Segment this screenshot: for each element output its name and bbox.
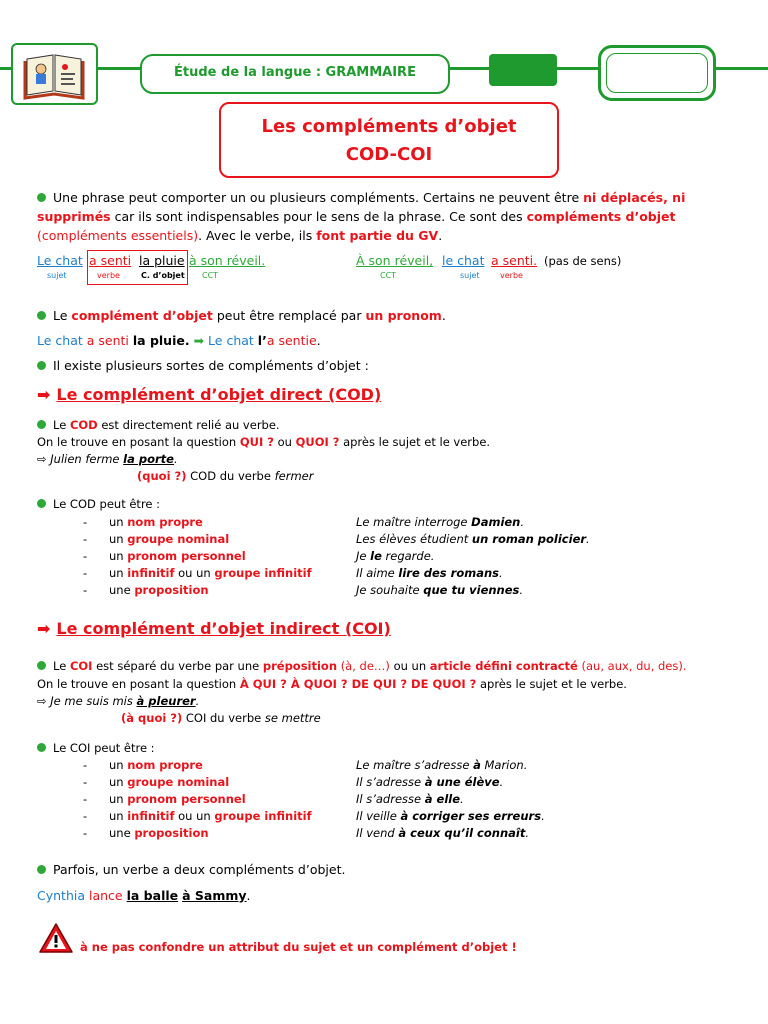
ex1-label-subject: sujet <box>47 271 67 280</box>
bullet-icon <box>37 311 46 320</box>
green-tab <box>489 54 557 86</box>
list-item-example: Il s’adresse à une élève. <box>356 775 504 789</box>
coi-heading: ➡ Le complément d’objet indirect (COI) <box>37 619 391 638</box>
coi-question: (à quoi ?) COI du verbe se mettre <box>121 711 321 725</box>
list-item: - une proposition <box>83 583 209 597</box>
bullet-icon <box>37 743 46 752</box>
list-item-example: Le maître s’adresse à Marion. <box>356 758 528 772</box>
list-item: - un infinitif ou un groupe infinitif <box>83 809 312 823</box>
warning-text: à ne pas confondre un attribut du sujet et un complément d’objet ! <box>80 940 517 954</box>
coi-example: ⇨ Je me suis mis à pleurer. <box>37 694 200 708</box>
cod-example: ⇨ Julien ferme la porte. <box>37 452 178 466</box>
ex1b-subject: le chat <box>442 253 485 268</box>
bullet-icon <box>37 661 46 670</box>
double-line: Parfois, un verbe a deux compléments d’objet. <box>37 862 345 877</box>
sorts-line: Il existe plusieurs sortes de compléments d’objet : <box>37 358 369 373</box>
title-box <box>219 102 559 178</box>
ex1-object: la pluie <box>139 253 185 268</box>
ex1-label-verb: verbe <box>97 271 120 280</box>
list-item-example: Les élèves étudient un roman policier. <box>356 532 590 546</box>
intro-line-1: Une phrase peut comporter un ou plusieurs compléments. Certains ne peuvent être ni déplacés, ni <box>37 190 685 205</box>
arrow-icon: ➡ <box>37 619 51 638</box>
ex1-verb: a senti <box>89 253 132 268</box>
ex1-label-cct: CCT <box>202 271 219 280</box>
cod-line-1: Le COD est directement relié au verbe. <box>37 418 280 432</box>
cod-line-2: On le trouve en posant la question QUI ? ou QUOI ? après le sujet et le verbe. <box>37 435 491 449</box>
section-label: Étude de la langue : GRAMMAIRE <box>174 65 416 80</box>
double-example: Cynthia lance la balle à Sammy. <box>37 888 251 903</box>
list-item-example: Il s’adresse à elle. <box>356 792 464 806</box>
list-item-example: Il aime lire des romans. <box>356 566 503 580</box>
bullet-icon <box>37 420 46 429</box>
arrow-icon: ➡ <box>193 333 205 348</box>
cod-question: (quoi ?) COD du verbe fermer <box>137 469 314 483</box>
list-item: - une proposition <box>83 826 209 840</box>
list-item: - un nom propre <box>83 758 203 772</box>
list-item: - un groupe nominal <box>83 532 230 546</box>
list-item: - un groupe nominal <box>83 775 230 789</box>
ex1-cct: à son réveil. <box>189 253 266 268</box>
cod-heading: ➡ Le complément d’objet direct (COD) <box>37 385 382 404</box>
coi-line-2: On le trouve en posant la question À QUI ? À QUOI ? DE QUI ? DE QUOI ? après le sujet et le verbe. <box>37 677 627 691</box>
list-item: - un pronom personnel <box>83 549 246 563</box>
coi-peut-etre: Le COI peut être : <box>37 741 155 755</box>
bullet-icon <box>37 499 46 508</box>
list-item-example: Je le regarde. <box>356 549 435 563</box>
pronom-example: Le chat a senti la pluie. ➡ Le chat l’a sentie. <box>37 333 321 348</box>
intro-line-3: (compléments essentiels). Avec le verbe, ils font partie du GV. <box>37 228 443 243</box>
pronom-line: Le complément d’objet peut être remplacé par un pronom. <box>37 308 446 323</box>
ex1b-verb: a senti. <box>491 253 538 268</box>
list-item-example: Il veille à corriger ses erreurs. <box>356 809 545 823</box>
coi-line-1: Le COI est séparé du verbe par une préposition (à, de…) ou un article défini contracté (au, aux, du, des). <box>37 659 687 673</box>
ex1b-label-cct: CCT <box>380 271 397 280</box>
arrow-icon: ➡ <box>37 385 51 404</box>
list-item-example: Le maître interroge Damien. <box>356 515 525 529</box>
cod-peut-etre: Le COD peut être : <box>37 497 160 511</box>
ex1b-label-subject: sujet <box>460 271 480 280</box>
book-logo <box>11 43 98 105</box>
bullet-icon <box>37 361 46 370</box>
list-item-example: Il vend à ceux qu’il connaît. <box>356 826 529 840</box>
bullet-icon <box>37 865 46 874</box>
page-subtitle: COD-COI <box>345 144 433 165</box>
list-item: - un pronom personnel <box>83 792 246 806</box>
list-item: - un infinitif ou un groupe infinitif <box>83 566 312 580</box>
ex1-subject: Le chat <box>37 253 83 268</box>
section-label-box <box>140 54 450 94</box>
bullet-icon <box>37 193 46 202</box>
warning-icon <box>38 922 74 958</box>
intro-line-2: supprimés car ils sont indispensables pour le sens de la phrase. Ce sont des compléments d’objet <box>37 209 676 224</box>
list-item-example: Je souhaite que tu viennes. <box>356 583 524 597</box>
ex1b-note: (pas de sens) <box>544 254 622 268</box>
ex1-label-object: C. d’objet <box>141 271 185 280</box>
book-icon <box>13 45 96 103</box>
page-title: Les compléments d’objet <box>261 116 517 137</box>
ex1b-cct: À son réveil, <box>356 253 434 268</box>
list-item: - un nom propre <box>83 515 203 529</box>
ex1b-label-verb: verbe <box>500 271 523 280</box>
date-box <box>598 45 716 101</box>
